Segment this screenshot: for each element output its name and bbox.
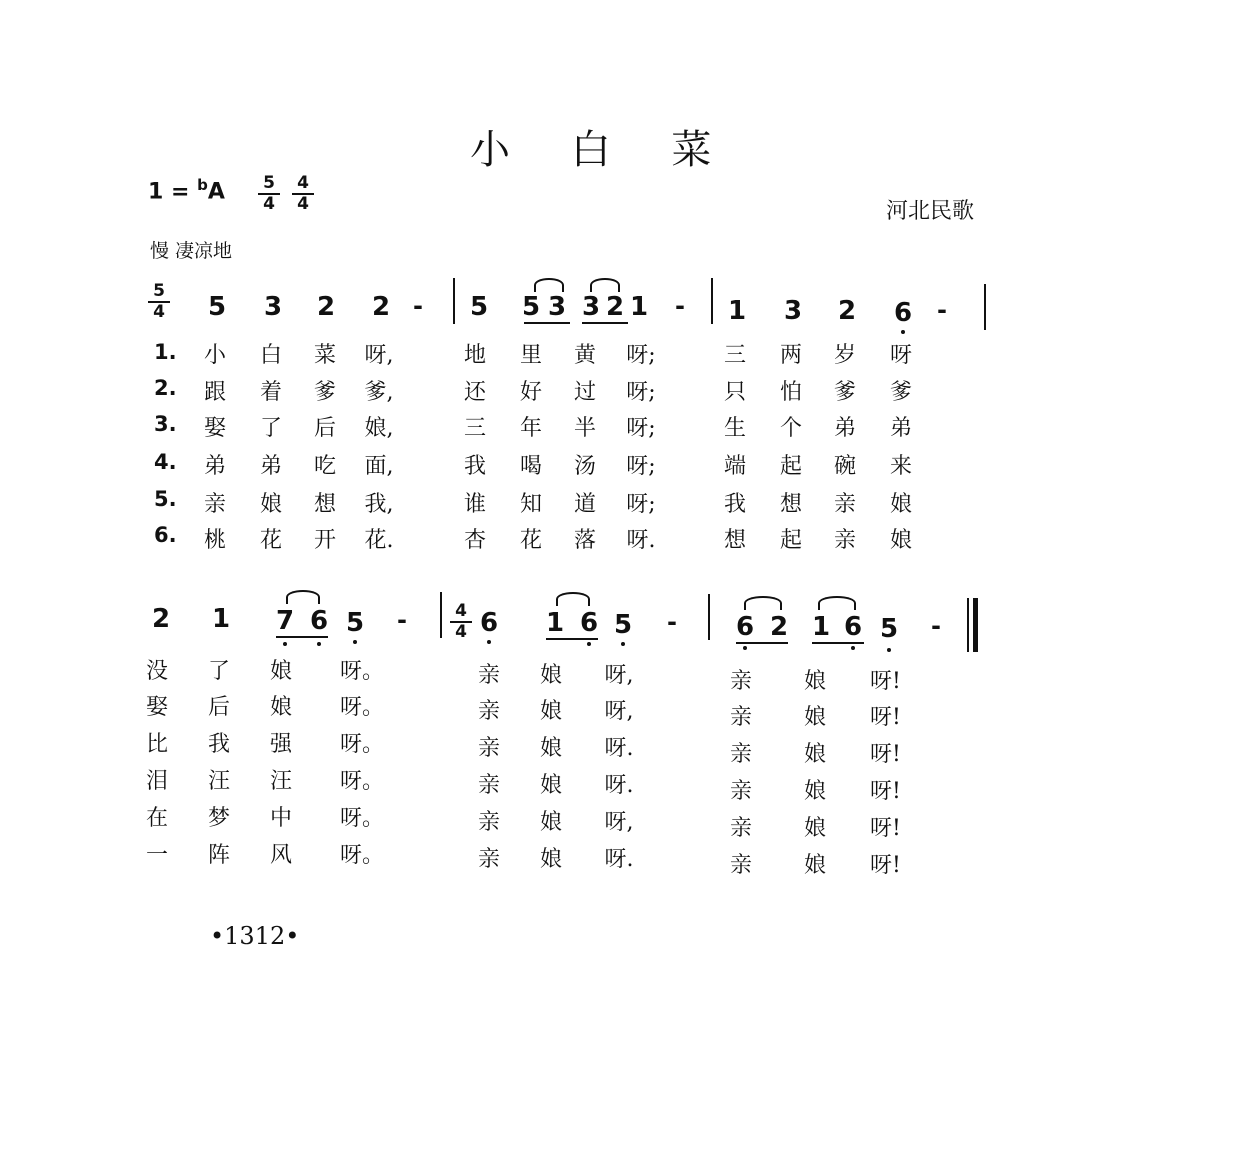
slur xyxy=(744,596,782,610)
lyric-char: 爹 xyxy=(313,380,336,405)
lyric-char: 端 xyxy=(723,454,746,479)
lyric-char: 在 xyxy=(145,806,168,831)
lyric-char: 梦 xyxy=(207,806,230,831)
verse-number: 3. xyxy=(154,412,177,436)
lyric-char: 爹 xyxy=(833,380,856,405)
lyric-char: 娘 xyxy=(803,742,826,767)
lyric-char: 强 xyxy=(269,732,292,757)
lyric-char: 亲 xyxy=(833,492,856,517)
lyric-char: 亲 xyxy=(729,779,752,804)
note: 5 xyxy=(345,608,365,638)
lyric-char: 呀. xyxy=(604,847,634,872)
time-signature-4-4: $\frac{4}{4}$ xyxy=(292,174,314,214)
note: 6 xyxy=(579,608,599,638)
lyric-char: 呀! xyxy=(870,816,901,841)
lyric-char: 亲 xyxy=(477,699,500,724)
lyric-char: 中 xyxy=(269,806,292,831)
low-octave-dot xyxy=(487,640,491,644)
lyric-char: 呀! xyxy=(870,742,901,767)
barline xyxy=(453,278,455,324)
note: 2 xyxy=(769,612,789,642)
underline xyxy=(736,642,788,644)
line2-time-signature: $\frac{4}{4}$ xyxy=(450,602,472,642)
lyric-char: 阵 xyxy=(207,843,230,868)
note: 3 xyxy=(783,296,803,326)
lyric-char: 半 xyxy=(573,416,596,441)
verse-number: 5. xyxy=(154,487,177,511)
lyric-char: 后 xyxy=(313,416,336,441)
lyric-char: 娶 xyxy=(145,695,168,720)
low-octave-dot xyxy=(743,646,747,650)
note: 3 xyxy=(581,292,601,322)
lyric-char: 亲 xyxy=(729,853,752,878)
lyric-char: 呀; xyxy=(626,380,656,405)
lyric-char: 怕 xyxy=(779,380,802,405)
lyric-char: 呀; xyxy=(626,454,656,479)
note: 7 xyxy=(275,606,295,636)
lyric-char: 个 xyxy=(779,416,802,441)
low-octave-dot xyxy=(851,646,855,650)
low-octave-dot xyxy=(317,642,321,646)
lyric-char: 呀! xyxy=(870,779,901,804)
lyric-char: 娘 xyxy=(803,853,826,878)
lyric-char: 亲 xyxy=(477,847,500,872)
song-title: 小 白 菜 xyxy=(470,127,736,173)
lyric-char: 娘 xyxy=(269,659,292,684)
lyric-char: 杏 xyxy=(463,528,486,553)
note: 5 xyxy=(613,610,633,640)
lyric-char: 花. xyxy=(364,528,394,553)
note: 2 xyxy=(837,296,857,326)
lyric-char: 呀 xyxy=(889,343,912,368)
note: 2 xyxy=(151,604,171,634)
lyric-char: 了 xyxy=(259,416,282,441)
lyric-char: 桃 xyxy=(203,528,226,553)
lyric-char: 娘 xyxy=(539,810,562,835)
lyric-char: 呀。 xyxy=(340,732,385,757)
lyric-char: 呀。 xyxy=(340,843,385,868)
lyric-char: 想 xyxy=(313,492,336,517)
lyric-char: 呀。 xyxy=(340,769,385,794)
lyric-char: 娘 xyxy=(803,816,826,841)
verse-number: 6. xyxy=(154,523,177,547)
lyric-char: 黄 xyxy=(573,343,596,368)
lyric-char: 娘 xyxy=(889,528,912,553)
dash: - xyxy=(413,292,423,320)
lyric-char: 呀! xyxy=(870,705,901,730)
lyric-char: 只 xyxy=(723,380,746,405)
lyric-char: 还 xyxy=(463,380,486,405)
note: 5 xyxy=(521,292,541,322)
note: 1 xyxy=(629,292,649,322)
lyric-char: 面, xyxy=(364,454,394,479)
lyric-char: 我 xyxy=(207,732,230,757)
barline xyxy=(984,284,986,330)
low-octave-dot xyxy=(353,640,357,644)
lyric-char: 花 xyxy=(259,528,282,553)
lyric-char: 白 xyxy=(259,343,282,368)
line1-time-signature: $\frac{5}{4}$ xyxy=(148,282,170,322)
lyric-char: 弟 xyxy=(259,454,282,479)
note: 6 xyxy=(309,606,329,636)
lyric-char: 亲 xyxy=(203,492,226,517)
note: 1 xyxy=(727,296,747,326)
final-barline-thin xyxy=(967,598,969,652)
lyric-char: 亲 xyxy=(729,669,752,694)
low-octave-dot xyxy=(587,642,591,646)
lyric-char: 想 xyxy=(723,528,746,553)
lyric-char: 呀! xyxy=(870,669,901,694)
lyric-char: 汤 xyxy=(573,454,596,479)
lyric-char: 呀. xyxy=(604,773,634,798)
barline xyxy=(708,594,710,640)
lyric-char: 汪 xyxy=(207,769,230,794)
lyric-char: 碗 xyxy=(833,454,856,479)
lyric-char: 道 xyxy=(573,492,596,517)
note: 1 xyxy=(545,608,565,638)
note: 6 xyxy=(735,612,755,642)
lyric-char: 娘 xyxy=(803,779,826,804)
lyric-char: 亲 xyxy=(729,705,752,730)
lyric-char: 亲 xyxy=(477,773,500,798)
key-note: A xyxy=(207,179,225,205)
slur xyxy=(534,278,564,292)
lyric-char: 落 xyxy=(573,528,596,553)
lyric-char: 呀。 xyxy=(340,695,385,720)
lyric-char: 呀, xyxy=(604,699,634,724)
lyric-char: 弟 xyxy=(833,416,856,441)
lyric-char: 年 xyxy=(519,416,542,441)
note: 1 xyxy=(811,612,831,642)
low-octave-dot xyxy=(901,330,905,334)
lyric-char: 娘 xyxy=(889,492,912,517)
low-octave-dot xyxy=(887,648,891,652)
lyric-char: 后 xyxy=(207,695,230,720)
lyric-char: 起 xyxy=(779,528,802,553)
low-octave-dot xyxy=(283,642,287,646)
underline xyxy=(524,322,570,324)
lyric-char: 过 xyxy=(573,380,596,405)
lyric-char: 汪 xyxy=(269,769,292,794)
lyric-char: 吃 xyxy=(313,454,336,479)
lyric-char: 亲 xyxy=(833,528,856,553)
lyric-char: 娘, xyxy=(364,416,394,441)
note: 2 xyxy=(371,292,391,322)
underline xyxy=(276,636,328,638)
lyric-char: 呀; xyxy=(626,343,656,368)
dash: - xyxy=(667,608,677,636)
lyric-char: 弟 xyxy=(889,416,912,441)
lyric-char: 我, xyxy=(364,492,394,517)
key-signature xyxy=(148,176,225,204)
lyric-char: 好 xyxy=(519,380,542,405)
lyric-char: 小 xyxy=(203,343,226,368)
lyric-char: 呀, xyxy=(604,663,634,688)
lyric-char: 了 xyxy=(207,659,230,684)
note: 3 xyxy=(263,292,283,322)
slur xyxy=(286,590,320,604)
page-number: •1312• xyxy=(210,922,300,950)
barline xyxy=(711,278,713,324)
lyric-char: 呀; xyxy=(626,416,656,441)
lyric-char: 亲 xyxy=(477,663,500,688)
lyric-char: 爹, xyxy=(364,380,394,405)
lyric-char: 亲 xyxy=(477,810,500,835)
lyric-char: 三 xyxy=(723,343,746,368)
lyric-char: 呀! xyxy=(870,853,901,878)
lyric-char: 娘 xyxy=(803,705,826,730)
lyric-char: 亲 xyxy=(729,816,752,841)
lyric-char: 一 xyxy=(145,843,168,868)
lyric-char: 岁 xyxy=(833,343,856,368)
lyric-char: 弟 xyxy=(203,454,226,479)
slur xyxy=(818,596,856,610)
lyric-char: 起 xyxy=(779,454,802,479)
lyric-char: 开 xyxy=(313,528,336,553)
lyric-char: 生 xyxy=(723,416,746,441)
lyric-char: 菜 xyxy=(313,343,336,368)
lyric-char: 知 xyxy=(519,492,542,517)
lyric-char: 呀. xyxy=(626,528,656,553)
lyric-char: 娘 xyxy=(259,492,282,517)
lyric-char: 亲 xyxy=(477,736,500,761)
lyric-char: 想 xyxy=(779,492,802,517)
lyric-char: 没 xyxy=(145,659,168,684)
verse-number: 2. xyxy=(154,376,177,400)
lyric-char: 娶 xyxy=(203,416,226,441)
lyric-char: 娘 xyxy=(539,773,562,798)
lyric-char: 两 xyxy=(779,343,802,368)
lyric-char: 我 xyxy=(463,454,486,479)
lyric-char: 呀; xyxy=(626,492,656,517)
lyric-char: 爹 xyxy=(889,380,912,405)
slur xyxy=(556,592,590,606)
lyric-char: 呀。 xyxy=(340,806,385,831)
low-octave-dot xyxy=(621,642,625,646)
verse-number: 4. xyxy=(154,450,177,474)
lyric-char: 娘 xyxy=(539,847,562,872)
lyric-char: 着 xyxy=(259,380,282,405)
underline xyxy=(546,638,598,640)
dash: - xyxy=(931,612,941,640)
lyric-char: 呀, xyxy=(364,343,394,368)
note: 2 xyxy=(316,292,336,322)
lyric-char: 风 xyxy=(269,843,292,868)
lyric-char: 娘 xyxy=(539,699,562,724)
lyric-char: 谁 xyxy=(463,492,486,517)
dash: - xyxy=(675,292,685,320)
lyric-char: 里 xyxy=(519,343,542,368)
note: 3 xyxy=(547,292,567,322)
lyric-char: 跟 xyxy=(203,380,226,405)
note: 5 xyxy=(879,614,899,644)
key-prefix: 1 = xyxy=(148,179,198,205)
slur xyxy=(590,278,620,292)
lyric-char: 泪 xyxy=(145,769,168,794)
lyric-char: 地 xyxy=(463,343,486,368)
lyric-char: 呀. xyxy=(604,736,634,761)
note: 6 xyxy=(843,612,863,642)
lyric-char: 呀。 xyxy=(340,659,385,684)
lyric-char: 娘 xyxy=(269,695,292,720)
note: 1 xyxy=(211,604,231,634)
lyric-char: 花 xyxy=(519,528,542,553)
lyric-char: 娘 xyxy=(539,663,562,688)
note: 6 xyxy=(479,608,499,638)
underline xyxy=(582,322,628,324)
note: 6 xyxy=(893,298,913,328)
note: 2 xyxy=(605,292,625,322)
lyric-char: 呀, xyxy=(604,810,634,835)
dash: - xyxy=(397,606,407,634)
lyric-char: 娘 xyxy=(539,736,562,761)
dash: - xyxy=(937,296,947,324)
lyric-char: 喝 xyxy=(519,454,542,479)
note: 5 xyxy=(207,292,227,322)
lyric-char: 三 xyxy=(463,416,486,441)
flat-sign: b xyxy=(197,176,208,194)
lyric-char: 娘 xyxy=(803,669,826,694)
composer-credit: 河北民歌 xyxy=(886,199,975,224)
final-barline-thick xyxy=(973,598,978,652)
underline xyxy=(812,642,864,644)
barline xyxy=(440,592,442,638)
lyric-char: 我 xyxy=(723,492,746,517)
tempo-marking: 慢 凄凉地 xyxy=(150,240,233,262)
time-signature-5-4: $\frac{5}{4}$ xyxy=(258,174,280,214)
note: 5 xyxy=(469,292,489,322)
lyric-char: 比 xyxy=(145,732,168,757)
verse-number: 1. xyxy=(154,340,177,364)
lyric-char: 亲 xyxy=(729,742,752,767)
lyric-char: 来 xyxy=(889,454,912,479)
